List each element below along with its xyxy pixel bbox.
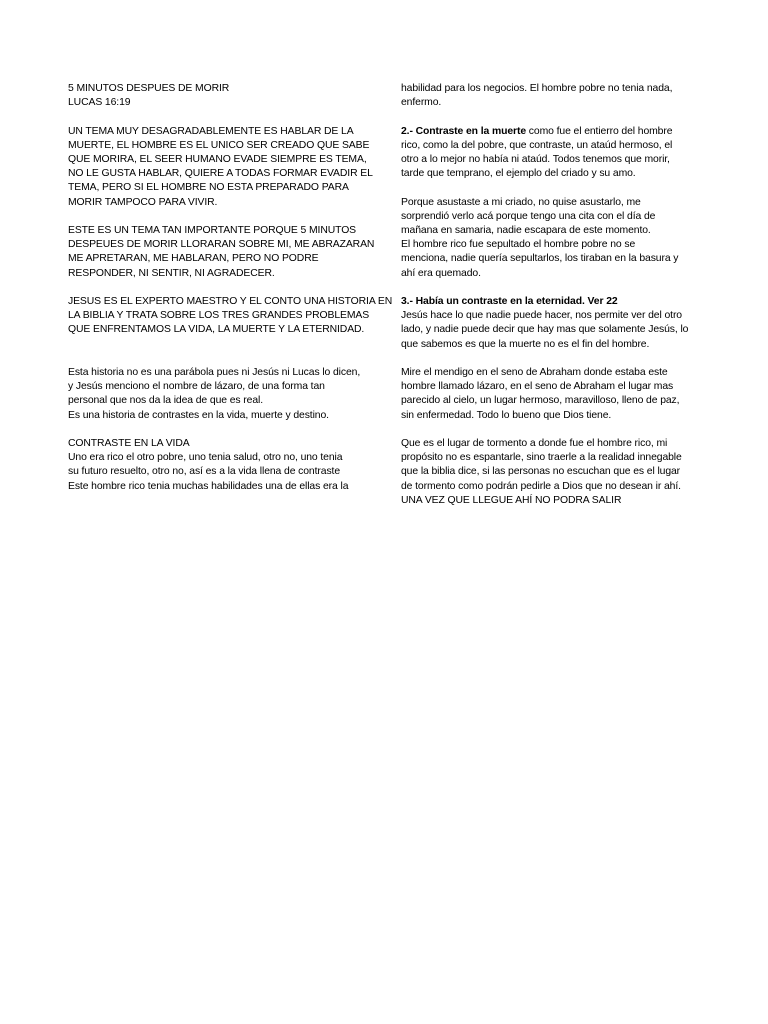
text-line: JESUS ES EL EXPERTO MAESTRO Y EL CONTO UNA HISTORIA EN [68, 296, 393, 307]
text-line: Esta historia no es una parábola pues ni Jesús ni Lucas lo dicen, [68, 367, 361, 378]
text-line: habilidad para los negocios. El hombre pobre no tenia nada, [401, 83, 673, 94]
text-line: que sabemos es que la muerte no es el fin del hombre. [401, 338, 650, 350]
text-line: MUERTE, EL HOMBRE ES EL UNICO SER CREADO QUE SABE [68, 139, 370, 151]
text-line: y Jesús menciono el nombre de lázaro, de una forma tan [68, 381, 325, 393]
paragraph-abraham [401, 366, 707, 423]
paragraph-continuation [401, 82, 707, 110]
text-line: QUE MORIRA, EL SEER HUMANO EVADE SIEMPRE ES TEMA, [68, 154, 367, 165]
text-line [401, 125, 707, 139]
text-line: Mire el mendigo en el seno de Abraham donde estaba este [401, 367, 668, 378]
paragraph-contrast-eternity [401, 295, 707, 352]
text-line: propósito no es espantarle, sino traerle a la realidad innegable [401, 452, 682, 464]
title-block [68, 82, 374, 110]
paragraph-jesus-teacher [68, 295, 393, 338]
section-heading-bold [401, 295, 707, 309]
paragraph-contrast-life [68, 437, 374, 494]
text-line: hombre llamado lázaro, en el seno de Abraham el lugar mas [401, 381, 674, 393]
text-line: otro a lo mejor no había ni ataúd. Todos tenemos que morir, [401, 154, 670, 165]
text-line: El hombre rico fue sepultado el hombre pobre no se [401, 239, 636, 251]
text-line: ME APRETARAN, ME HABLARAN, PERO NO PODRE [68, 253, 319, 265]
text-line: Que es el lugar de tormento a donde fue el hombre rico, mi [401, 438, 668, 449]
text-line: RESPONDER, NI SENTIR, NI AGRADECER. [68, 267, 275, 279]
text-line: sorprendió verlo acá porque tengo una cita con el día de [401, 210, 656, 222]
text-line: NO LE GUSTA HABLAR, QUIERE A TODAS FORMAR EVADIR EL [68, 168, 373, 180]
bible-reference: LUCAS 16:19 [68, 97, 131, 109]
text-line: de tormento como podrán pedirle a Dios que no desean ir ahí. [401, 480, 681, 492]
text-line: LA BIBLIA Y TRATA SOBRE LOS TRES GRANDES PROBLEMAS [68, 310, 370, 322]
text-line: rico, como la del pobre, que contraste, un ataúd hermoso, el [401, 139, 673, 151]
section-heading-bold: 2.- Contraste en la muerte [401, 125, 527, 137]
text-line: Uno era rico el otro pobre, uno tenia salud, otro no, uno tenia [68, 452, 343, 464]
text-line: enfermo. [401, 97, 442, 109]
text-line: Es una historia de contrastes en la vida, muerte y destino. [68, 409, 329, 421]
paragraph-torment [401, 437, 707, 508]
text-line: ahí era quemado. [401, 267, 481, 279]
text-line: personal que nos da la idea de que es real. [68, 395, 263, 407]
paragraph-contrast-death [401, 125, 707, 182]
text-line: Este hombre rico tenia muchas habilidades una de ellas era la [68, 480, 349, 492]
text-line: parecido al cielo, un lugar hermoso, maravilloso, lleno de paz, [401, 395, 680, 407]
left-column [68, 82, 393, 508]
paragraph-importance [68, 224, 374, 281]
text-line: TEMA, PERO SI EL HOMBRE NO ESTA PREPARADO PARA [68, 182, 349, 194]
text-line: ESTE ES UN TEMA TAN IMPORTANTE PORQUE 5 MINUTOS [68, 225, 357, 236]
right-column [401, 82, 707, 522]
text-line: lado, y nadie puede decir que hay mas que solamente Jesús, lo [401, 324, 689, 336]
text-line: menciona, nadie quería sepultarlos, los tiraban en la basura y [401, 253, 679, 265]
text-line: MORIR TAMPOCO PARA VIVIR. [68, 196, 218, 208]
document-title: 5 MINUTOS DESPUES DE MORIR [68, 83, 230, 94]
paragraph-intro [68, 125, 374, 210]
text-line: QUE ENFRENTAMOS LA VIDA, LA MUERTE Y LA ETERNIDAD. [68, 324, 365, 336]
text-line: Jesús hace lo que nadie puede hacer, nos permite ver del otro [401, 310, 682, 322]
text-line: que la biblia dice, si las personas no escuchan que es el lugar [401, 466, 681, 478]
text-line: UNA VEZ QUE LLEGUE AHÍ NO PODRA SALIR [401, 494, 622, 506]
text-fragment: como fue el entierro del hombre [526, 125, 673, 137]
text-line: Porque asustaste a mi criado, no quise asustarlo, me [401, 196, 641, 208]
paragraph-servant [401, 196, 707, 281]
text-line: mañana en samaria, nadie escapara de este momento. [401, 225, 651, 236]
section-heading-text: 3.- Había un contraste en la eternidad. Ver 22 [401, 296, 618, 307]
section-heading: CONTRASTE EN LA VIDA [68, 438, 190, 449]
text-line: sin enfermedad. Todo lo bueno que Dios tiene. [401, 409, 612, 421]
text-line: UN TEMA MUY DESAGRADABLEMENTE ES HABLAR DE LA [68, 125, 354, 137]
paragraph-history [68, 366, 374, 423]
text-line: DESPEUES DE MORIR LLORARAN SOBRE MI, ME ABRAZARAN [68, 239, 375, 251]
text-line: tarde que temprano, el ejemplo del criado y su amo. [401, 168, 636, 180]
text-line: su futuro resuelto, otro no, así es a la vida llena de contraste [68, 466, 341, 478]
